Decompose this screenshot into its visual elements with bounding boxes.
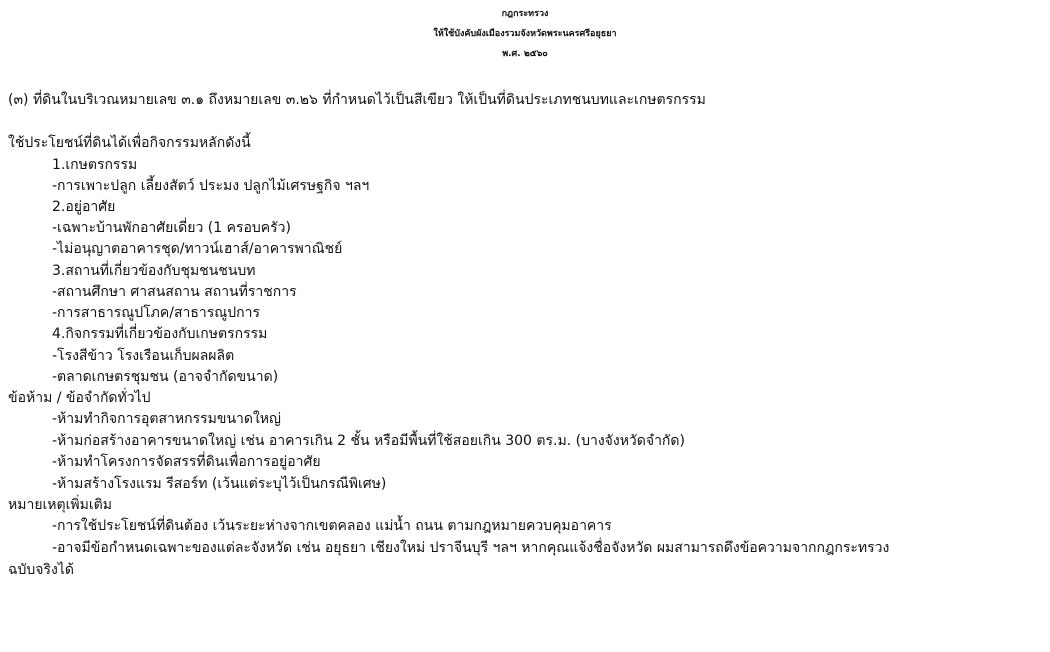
usage-item: 3.สถานที่เกี่ยวข้องกับชุมชนชนบท xyxy=(52,263,256,279)
note-continuation: ฉบับจริงได้ xyxy=(8,562,75,578)
notes-heading: หมายเหตุเพิ่มเติม xyxy=(8,497,112,513)
document-header xyxy=(0,4,1050,64)
usage-item: 1.เกษตรกรรม xyxy=(52,157,138,173)
restriction-item: -ห้ามก่อสร้างอาคารขนาดใหญ่ เช่น อาคารเกิน 2 ชั้น หรือมีพื้นที่ใช้สอยเกิน 300 ตร.ม. (บางจังหวัดจำกัด) xyxy=(52,433,685,449)
intro-paragraph: (๓) ที่ดินในบริเวณหมายเลข ๓.๑ ถึงหมายเลข ๓.๒๖ ที่กำหนดไว้เป็นสีเขียว ให้เป็นที่ดินประเภทชนบทและเกษตรกรรม xyxy=(8,92,706,108)
usage-item: -การเพาะปลูก เลี้ยงสัตว์ ประมง ปลูกไม้เศรษฐกิจ ฯลฯ xyxy=(52,178,370,194)
note-item: -การใช้ประโยชน์ที่ดินต้อง เว้นระยะห่างจากเขตคลอง แม่น้ำ ถนน ตามกฎหมายควบคุมอาคาร xyxy=(52,518,612,534)
restriction-item: -ห้ามทำกิจการอุตสาหกรรมขนาดใหญ่ xyxy=(52,411,281,427)
usage-item: -โรงสีข้าว โรงเรือนเก็บผลผลิต xyxy=(52,348,235,364)
usage-item: -ตลาดเกษตรชุมชน (อาจจำกัดขนาด) xyxy=(52,369,279,385)
usage-item: 4.กิจกรรมที่เกี่ยวข้องกับเกษตรกรรม xyxy=(52,326,268,342)
note-item: -อาจมีข้อกำหนดเฉพาะของแต่ละจังหวัด เช่น อยุธยา เชียงใหม่ ปราจีนบุรี ฯลฯ หากคุณแจ้งชื่อจังหวัด ผมสามารถดึงข้อความจากกฎกระทรวง xyxy=(52,540,890,556)
usage-item: 2.อยู่อาศัย xyxy=(52,199,116,215)
restrictions-heading: ข้อห้าม / ข้อจำกัดทั่วไป xyxy=(8,390,151,406)
restriction-item: -ห้ามทำโครงการจัดสรรที่ดินเพื่อการอยู่อาศัย xyxy=(52,454,321,470)
usage-item: -เฉพาะบ้านพักอาศัยเดี่ยว (1 ครอบครัว) xyxy=(52,220,291,236)
restriction-item: -ห้ามสร้างโรงแรม รีสอร์ท (เว้นแต่ระบุไว้เป็นกรณีพิเศษ) xyxy=(52,476,387,492)
usage-heading: ใช้ประโยชน์ที่ดินได้เพื่อกิจกรรมหลักดังนี้ xyxy=(8,135,251,151)
header-subtitle: ให้ใช้บังคับผังเมืองรวมจังหวัดพระนครศรีอยุธยา xyxy=(433,29,617,39)
usage-item: -ไม่อนุญาตอาคารชุด/ทาวน์เฮาส์/อาคารพาณิชย์ xyxy=(52,241,343,257)
usage-item: -สถานศึกษา ศาสนสถาน สถานที่ราชการ xyxy=(52,284,297,300)
usage-item: -การสาธารณูปโภค/สาธารณูปการ xyxy=(52,305,261,321)
header-title: กฎกระทรวง xyxy=(501,9,549,19)
header-year: พ.ศ. ๒๕๖๐ xyxy=(502,49,548,59)
